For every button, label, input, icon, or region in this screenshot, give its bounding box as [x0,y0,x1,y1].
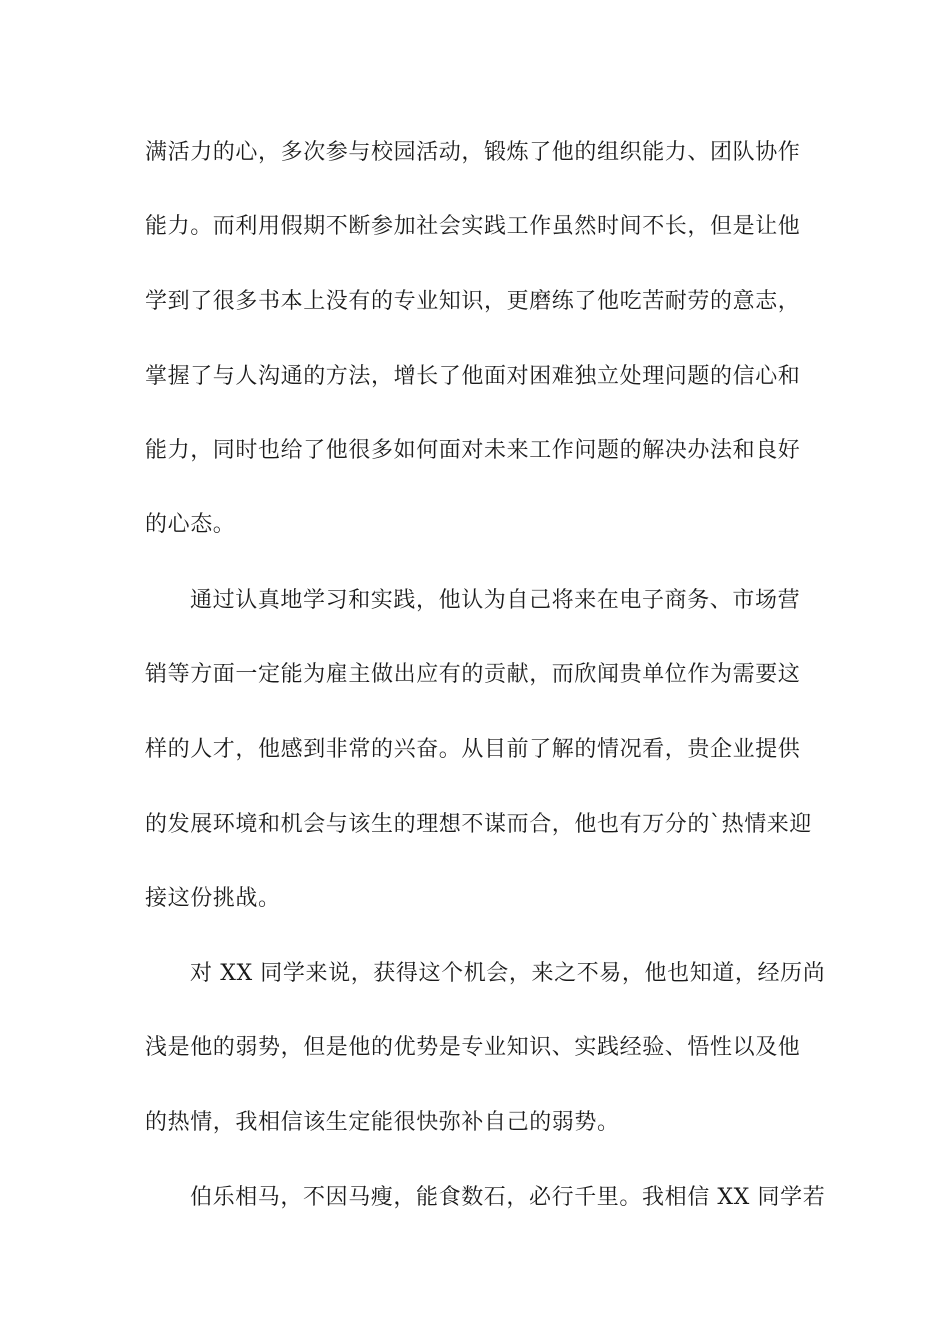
text-line: 浅是他的弱势，但是他的优势是专业知识、实践经验、悟性以及他 [145,1035,801,1060]
text-line: 销等方面一定能为雇主做出应有的贡献，而欣闻贵单位作为需要这 [145,662,801,687]
paragraph-first-line: 伯乐相马，不因马瘦，能食数石，必行千里。我相信 XX 同学若 [190,1185,826,1210]
text-line: 能力，同时也给了他很多如何面对未来工作问题的解决办法和良好 [145,438,801,463]
text-line: 能力。而利用假期不断参加社会实践工作虽然时间不长，但是让他 [145,214,801,239]
text-line: 接这份挑战。 [145,886,281,911]
text-line: 学到了很多书本上没有的专业知识，更磨练了他吃苦耐劳的意志， [145,289,801,314]
text-line: 满活力的心，多次参与校园活动，锻炼了他的组织能力、团队协作 [145,140,801,165]
text-line: 的热情，我相信该生定能很快弥补自己的弱势。 [145,1110,620,1135]
text-line: 样的人才，他感到非常的兴奋。从目前了解的情况看，贵企业提供 [145,737,801,762]
text-line: 掌握了与人沟通的方法，增长了他面对困难独立处理问题的信心和 [145,364,801,389]
paragraph-first-line: 通过认真地学习和实践，他认为自己将来在电子商务、市场营 [190,588,801,613]
paragraph-first-line: 对 XX 同学来说，获得这个机会，来之不易，他也知道，经历尚 [190,961,826,986]
text-line: 的心态。 [145,512,236,537]
text-line: 的发展环境和机会与该生的理想不谋而合，他也有万分的`热情来迎 [145,812,813,837]
